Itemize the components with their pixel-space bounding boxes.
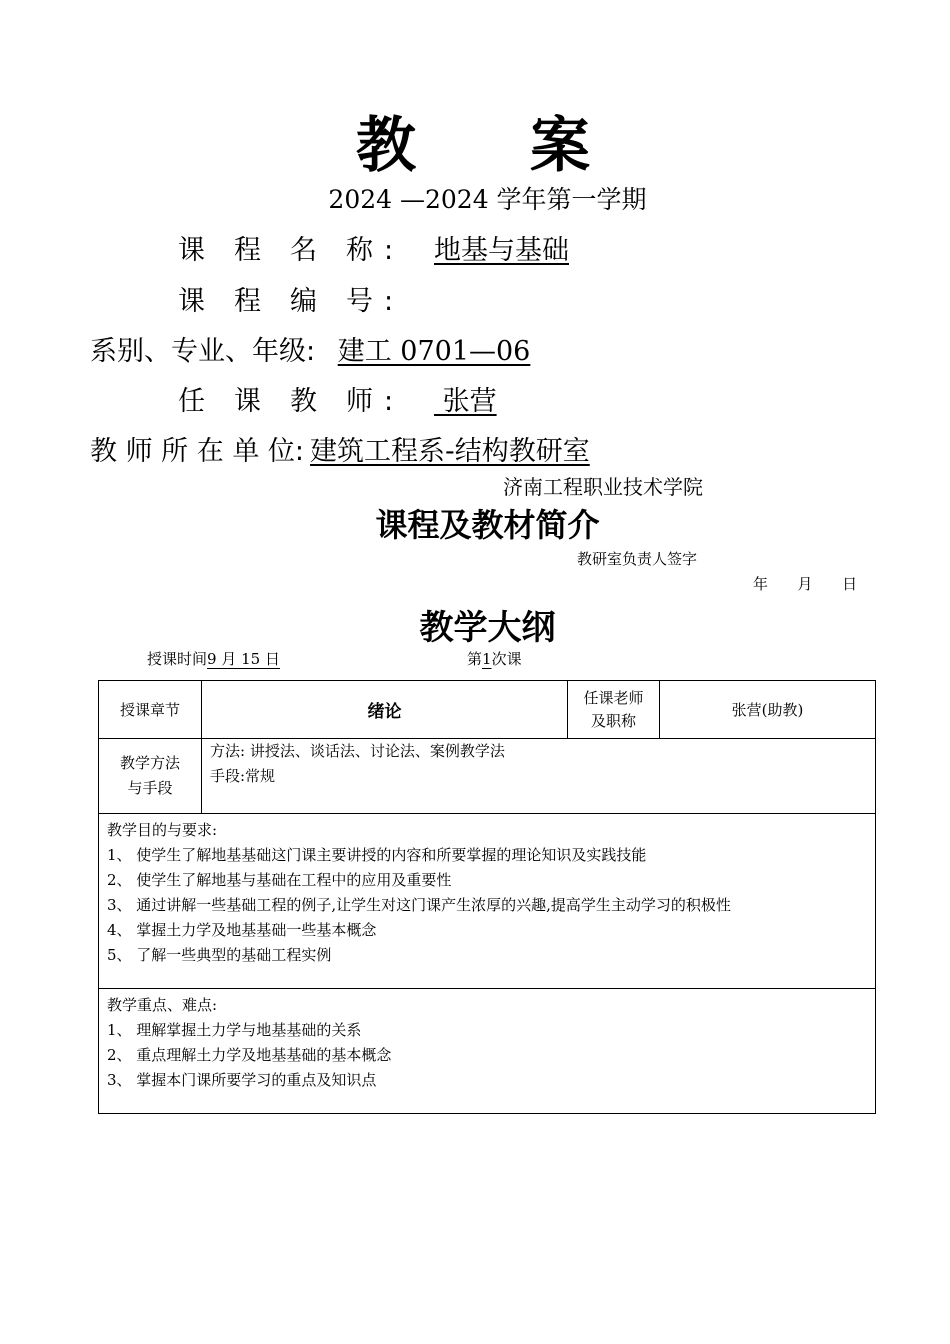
chapter-label: 授课章节: [99, 681, 202, 739]
school-name: 济南工程职业技术学院: [503, 475, 703, 499]
department-label: 系别、专业、年级:: [90, 336, 316, 367]
course-code-label: 课 程 编 号 :: [178, 286, 394, 317]
keypoints-title: 教学重点、难点:: [107, 996, 218, 1014]
objectives-cell: [99, 814, 876, 989]
list-item: 3、 通过讲解一些基础工程的例子,让学生对这门课产生浓厚的兴趣,提高学生主动学习的积极性: [107, 896, 731, 914]
course-name-row: [178, 228, 569, 267]
teacher-row: [178, 379, 497, 418]
chapter-value: 绪论: [202, 681, 568, 739]
list-item: 3、 掌握本门课所要学习的重点及知识点: [107, 1071, 377, 1089]
teacher-value: 张营: [434, 386, 497, 417]
session-number: [467, 648, 522, 669]
teacher-label: 任 课 教 师 :: [178, 386, 394, 417]
method-content: [202, 739, 876, 814]
unit-value: 建筑工程系-结构教研室: [310, 436, 590, 467]
objectives-title: 教学目的与要求:: [107, 821, 218, 839]
lesson-time: [147, 648, 280, 669]
title-char-1: 教: [356, 111, 420, 181]
lesson-time-label: 授课时间: [147, 650, 208, 668]
teacher-title-value: 张营(助教): [660, 681, 876, 739]
unit-label: 教 师 所 在 单 位:: [90, 436, 305, 467]
table-row: [99, 814, 876, 989]
method-label: 教学方法 与手段: [99, 739, 202, 814]
date-label: 年 月 日: [753, 575, 858, 593]
title-char-2: 案: [530, 111, 594, 181]
signature-label: 教研室负责人签字: [577, 550, 698, 568]
teacher-title-label: 任课老师 及职称: [568, 681, 660, 739]
means-line: 手段:常规: [210, 767, 276, 785]
course-name-label: 课 程 名 称 :: [178, 235, 394, 266]
unit-row: [90, 429, 590, 468]
table-row: [99, 681, 876, 739]
intro-heading: 课程及教材简介: [375, 506, 600, 544]
keypoints-cell: [99, 989, 876, 1114]
method-line: 方法: 讲授法、谈话法、讨论法、案例教学法: [210, 742, 505, 760]
list-item: 1、 使学生了解地基基础这门课主要讲授的内容和所要掌握的理论知识及实践技能: [107, 846, 647, 864]
course-code-row: [178, 279, 393, 318]
department-value: 建工 0701—06: [337, 336, 531, 367]
session-suffix: 次课: [491, 650, 522, 668]
document-title: [0, 98, 950, 184]
session-prefix: 第: [467, 650, 483, 668]
list-item: 4、 掌握土力学及地基基础一些基本概念: [107, 921, 377, 939]
semester-line: 2024 —2024 学年第一学期: [328, 185, 647, 214]
table-row: [99, 739, 876, 814]
list-item: 2、 使学生了解地基与基础在工程中的应用及重要性: [107, 871, 452, 889]
lesson-plan-table: [98, 680, 876, 1114]
list-item: 2、 重点理解土力学及地基基础的基本概念: [107, 1046, 392, 1064]
session-number-value: 1: [482, 650, 492, 668]
lesson-time-value: 9 月 15 日: [207, 650, 280, 668]
list-item: 5、 了解一些典型的基础工程实例: [107, 946, 332, 964]
course-name-value: 地基与基础: [434, 235, 569, 266]
department-row: [90, 329, 530, 368]
list-item: 1、 理解掌握土力学与地基基础的关系: [107, 1021, 362, 1039]
outline-heading: 教学大纲: [419, 608, 556, 648]
table-row: [99, 989, 876, 1114]
